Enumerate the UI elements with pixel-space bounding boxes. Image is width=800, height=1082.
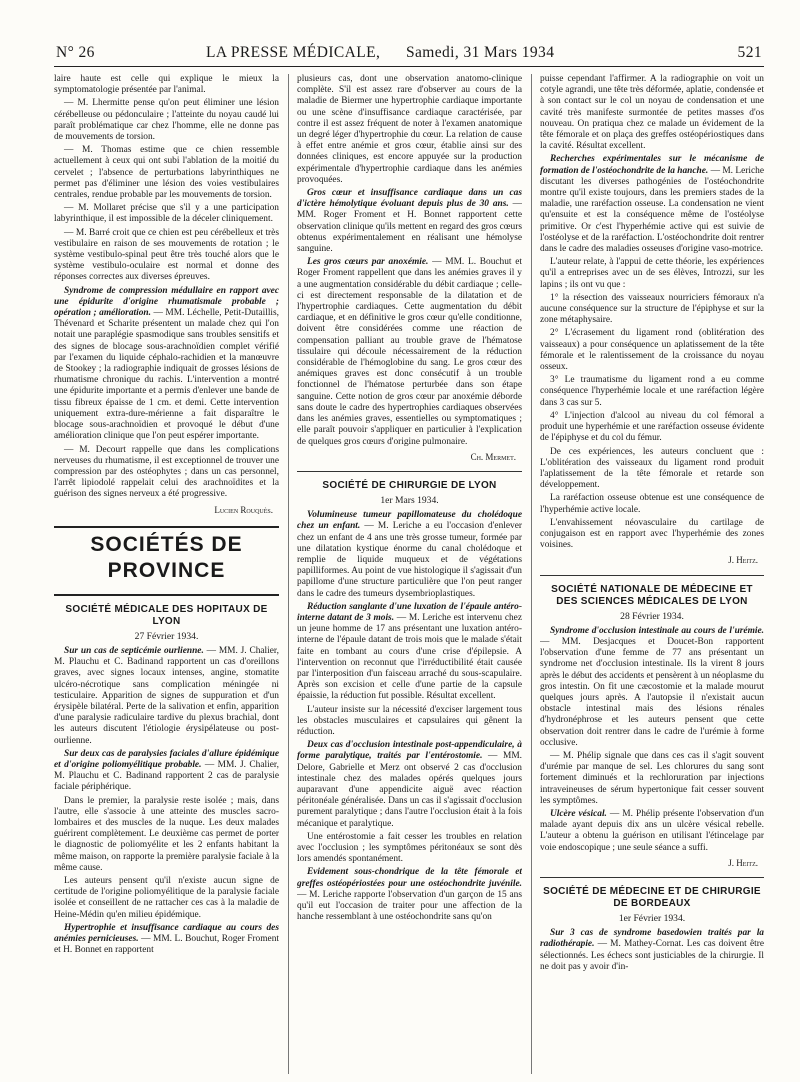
column-3 [540,74,764,1074]
paragraph: 3° Le traumatisme du ligament rond a eu comme conséquence l'hyperhémie locale et une raréfaction légère dans 3 cas sur 5. [540,375,764,408]
communication-body: — M. Leriche a eu l'occasion d'enlever chez un enfant de 4 ans une très grosse tumeur, formée par une dilatation kystique énorme du canal cholédoque et remplie de liquide muqueux et de végétations papilliformes. Au point de vue histologique il s'agissait d'un papillome d'une structure particulière que l'on peut ranger dans le cadre des tumeurs dysembrioplastiques. [297,521,522,599]
session-date: 1er Février 1934. [618,913,686,924]
article-columns [54,74,764,1074]
paragraph: De ces expériences, les auteurs concluent que : L'oblitération des vaisseaux du ligament rond produit l'aplatissement de la tête fémorale et retarde son développement. [540,446,764,491]
author-signature: J. Heitz. [728,555,758,566]
communication-title: Volumineuse tumeur papillomateuse du cholédoque chez un enfant. [297,510,522,532]
communication [297,740,522,830]
section-divider [54,526,279,528]
society-title: SOCIÉTÉ MÉDICALE DES HOPITAUX DE LYON [65,603,268,627]
session-date: 1er Mars 1934. [380,494,439,506]
journal-title: LA PRESSE MÉDICALE, [206,44,381,61]
communication [54,923,279,957]
section-banner: SOCIÉTÉS DE PROVINCE [90,532,243,582]
communication [54,286,279,443]
author-signature: Ch. Mermet. [470,451,516,462]
communication-title: Syndrome de compression médullaire en rapport avec une épidurite d'origine rhumatismale probable ; opération ; amélioration. [54,285,279,319]
paragraph: L'envahissement néovasculaire du cartilage de conjugaison est en rapport avec l'hyperhémie des zones voisines. [540,517,764,551]
communication-title: Recherches expérimentales sur le mécanisme de formation de l'ostéochondrite de la hanche. [540,154,764,176]
communication-body: — MM. L. Bouchut, Roger Froment et H. Bonnet en rapportent [54,934,279,956]
communication-title: Sur un cas de septicémie ourlienne. [64,645,204,656]
session-date: 27 Février 1934. [134,630,199,642]
paragraph: — M. Lhermitte pense qu'on peut éliminer une lésion cérébelleuse ou pédonculaire ; l'atteinte du noyau caudé lui paraît problématique car chez l'homme, elle ne donne pas de mouvements de torsion. [54,98,279,143]
communication [54,749,279,794]
paragraph: 1° la résection des vaisseaux nourriciers fémoraux n'a aucune conséquence sur la structure de l'épiphyse et sur la zone métaphysaire. [540,292,764,326]
issue-date: Samedi, 31 Mars 1934 [406,44,555,61]
column-2 [297,74,522,1074]
paragraph: — M. Mollaret précise que s'il y a une participation labyrinthique, il est impossible de la déceler cliniquement. [54,203,279,225]
communication-title: Ulcère vésical. [550,808,607,819]
communication [540,626,764,749]
paragraph: La raréfaction osseuse obtenue est une conséquence de l'hyperhémie active locale. [540,493,764,515]
paragraph: laire haute est celle qui explique le mieux la symptomatologie présentée par l'animal. [54,74,279,96]
communication-title: Hypertrophie et insuffisance cardiaque au cours des anémies pernicieuses. [54,922,279,944]
communication-body: — MM. L. Bouchut et Roger Froment rappellent que dans les anémies graves il y a une augmentation considérable du débit cardiaque ; celle-ci est directement responsable de la dilatation et de l'hypertrophie cardiaques. Cette augmentation du débit cardiaque, et en définitive le gros cœur qu'elle conditionne, doivent être considérées comme une réaction de compensation palliant au trouble grave de l'hématose tissulaire qui découle nécessairement de la réduction considérable de l'hémoglobine du sang. Le gros cœur des anémiques graves est donc consécutif à un trouble fonctionnel de l'hématose perturbée dans son étape sanguine. Cette notion de gros cœur par anoxémie déborde sans doute le cadre des hypertrophies cardiaques observées dans les anémies graves, essentielles ou symptomatiques ; elle paraît pouvoir s'appliquer en particulier à l'explication de quelques gros cœurs d'origine pulmonaire. [297,257,522,447]
paragraph: L'auteur relate, à l'appui de cette théorie, les expériences qu'il a entreprises avec un de ses élèves, Introzzi, sur les lapins ; ils ont vu que : [540,257,764,290]
paragraph: — M. Decourt rappelle que dans les complications nerveuses du rhumatisme, il est exceptionnel de trouver une compression par des ostéophytes ; dans un cas personnel, l'arrêt lipiodolé rappelait celui des arachnoïdites et la guérison des signes nerveux a été progressive. [54,444,279,500]
communication-body: — M. Leriche discutant les diverses pathogénies de l'ostéochondrite montre qu'il existe toujours, dans les premiers stades de la maladie, une raréfaction osseuse. La condensation ne vient qu'ensuite et est la conséquence même de l'ostéolyse primitive. Or c'est l'hyperhémie active qui est suivie de l'ostéolyse et de la raréfaction. L'ostéochondrite doit rentrer dans le cadre des maladies osseuses d'origine vaso-motrice. [540,165,764,255]
paragraph: puisse cependant l'affirmer. A la radiographie on voit un cotyle agrandi, une tête très déformée, aplatie, condensée et à son contact sur le col un noyau de condensation et une cavité très manifeste surmontée de petites masses d'os nouveau. On pratiqua chez ce malade un évidement de la tête fémorale et on plaça des greffes ostéopériostiques dans la cavité. Résultat excellent. [540,74,764,152]
communication [297,257,522,447]
paragraph: Dans le premier, la paralysie reste isolée ; mais, dans l'autre, elle s'associe à une atteinte des muscles sacro-lombaires et des muscles de la nuque. Les deux malades guérirent complètement. Le deuxième cas permet de porter le diagnostic de poliomyélite et les 2 enfants habitant la même maison, on rapporte la première paralysie faciale à la même cause. [54,795,279,873]
column-rule [531,74,532,1074]
paragraph: — M. Phélip signale que dans ces cas il s'agit souvent d'urémie par manque de sel. Les chlorures du sang sont fortement diminués et la rechloruration par injections intraveineuses de sérum hypertonique fait cesser souvent les symptômes. [540,750,764,806]
masthead [54,42,764,67]
communication-body: — MM. Léchelle, Petit-Dutaillis, Thévenard et Scharite présentent un malade chez qui l'on notait une paraplégie spasmodique sans troubles sensitifs et des signes de blocage sous-arachnoïdien complet vérifié par l'examen du liquide céphalo-rachidien et la manœuvre de Stookey ; la radiographie indiquait de grosses lésions de rhumatisme chronique du rachis. L'intervention a montré une épidurite importante et a permis d'enlever une bande de tissu fibreux épaisse de 1 cm. et demi. Cette intervention uniquement extra-dure-mérienne a fait disparaître le blocage sous-arachnoïdien et provoqué le début d'une amélioration clinique que l'on peut espérer importante. [54,308,279,442]
issue-number: N° 26 [56,44,95,61]
communication [297,867,522,923]
communication-body: — MM. J. Chalier, M. Plauchu et C. Badinand rapportent un cas d'oreillons graves, avec signes locaux intenses, angine, stomatite ulcéro-nécrotique sans complication méningée ni testiculaire. Apparition de signes de suppuration et d'un érysipèle bilatéral. Perte de la salivation et enfin, apparition d'une paralysie radiculaire tardive du plexus brachial, dont les auteurs discutent l'étiologie érysipélateuse ou post-ourlienne. [54,645,279,746]
communication [297,602,522,703]
communication [297,188,522,255]
paragraph: 4° L'injection d'alcool au niveau du col fémoral a produit une hyperhémie et une raréfaction osseuse évidente de l'épiphyse et du col du fémur. [540,410,764,444]
paragraph: Les auteurs pensent qu'il n'existe aucun signe de certitude de l'origine poliomyélitique de la paralysie faciale isolée et conseillent de ne rattacher ces cas à la maladie de Heine-Médin qu'en milieu épidémique. [54,875,279,920]
communication-title: Les gros cœurs par anoxémie. [307,257,429,268]
communication-body: — M. Mathey-Cornat. Les cas doivent être sélectionnés. Les échecs sont justiciables de la chirurgie. Il ne doit pas y avoir d'in- [540,939,764,972]
communication [54,646,279,747]
column-rule [288,74,289,1074]
communication-title: Réduction sanglante d'une luxation de l'épaule antéro-interne datant de 3 mois. [297,601,522,623]
communication-title: Syndrome d'occlusion intestinale au cours de l'urémie. [550,625,764,636]
communication-title: Sur deux cas de paralysies faciales d'allure épidémique et d'origine poliomyélitique probable. [54,748,279,770]
section-divider [54,594,279,596]
paragraph: 2° L'écrasement du ligament rond (oblitération des vaisseaux) a pour conséquence un aplatissement de la tête fémorale et le ralentissement de la croissance du noyau osseux. [540,328,764,373]
communication [540,154,764,255]
column-1 [54,74,279,1074]
page-number: 521 [737,44,762,61]
society-title: SOCIÉTÉ NATIONALE DE MÉDECINE ET DES SCIENCES MÉDICALES DE LYON [551,583,753,607]
section-divider [540,877,764,878]
communication-body: — MM. J. Chalier, M. Plauchu et C. Badinand rapportent 2 cas de paralysie faciale périphérique. [54,759,279,793]
author-signature: Lucien Rouquès. [214,504,273,515]
communication [540,928,764,973]
session-date: 28 Février 1934. [620,610,684,622]
society-title: SOCIÉTÉ DE CHIRURGIE DE LYON [322,479,497,491]
society-title: SOCIÉTÉ DE MÉDECINE ET DE CHIRURGIE DE BORDEAUX [543,886,761,909]
paragraph: L'auteur insiste sur la nécessité d'exciser largement tous les obstacles musculaires et capsulaires qui gênent la réduction. [297,704,522,737]
author-signature: J. Heitz. [728,857,758,868]
communication-body: — MM. Delore, Gabrielle et Merz ont observé 2 cas d'occlusion intestinale chez des malades opérés quelques jours auparavant d'une appendicite aiguë avec réaction péritonéale généralisée. Dans un cas il s'agissait d'occlusion purement paralytique ; dans l'autre l'occlusion était à la fois mécanique et paralytique. [297,751,522,829]
communication-body: — M. Leriche rapporte l'observation d'un garçon de 15 ans qu'il eut l'occasion de traiter pour une affection de la hanche ressemblant à une ostéochondrite sans qu'on [297,889,522,923]
communication-body: — M. Phélip présente l'observation d'un malade ayant depuis dix ans un ulcère vésical rebelle. L'auteur a obtenu la guérison en utilisant l'étincelage par voie endoscopique ; une seule séance a suffi. [540,808,764,853]
communication-title: Gros cœur et insuffisance cardiaque dans un cas d'ictère hémolytique évoluant depuis plus de 30 ans. [297,188,522,210]
communication [297,510,522,600]
communication-title: Sur 3 cas de syndrome basedowien traités par la radiothérapie. [540,928,764,950]
paragraph: — M. Thomas estime que ce chien ressemble actuellement à ceux qui ont subi l'ablation de la moitié du cervelet ; l'absence de perturbations labyrinthiques ne permet pas d'éliminer une lésion des voies vestibulaires centrales, rendue probable par les mouvements de torsion. [54,145,279,201]
paragraph: plusieurs cas, dont une observation anatomo-clinique complète. S'il est assez rare d'observer au cours de la maladie de Biermer une hypertrophie cardiaque importante ou une scène d'insuffisance cardiaque caractérisée, par contre il est assez fréquent de noter à l'examen anatomique un degré léger d'hypertrophie du cœur. La relation de cause à effet entre anémie et gros cœur, établie ainsi sur des données cliniques, est encore appuyée sur la production expérimentale d'hypertrophie cardiaque dans les anémies provoquées. [297,74,522,185]
communication-title: Deux cas d'occlusion intestinale post-appendiculaire, à forme paralytique, traités par l'entérostomie. [297,740,522,762]
paragraph: Une entérostomie a fait cesser les troubles en relation avec l'occlusion ; les symptômes péritonéaux se sont dès lors amendés spontanément. [297,831,522,865]
communication-body: — M. Leriche est intervenu chez un jeune homme de 17 ans présentant une luxation antéro-interne de l'épaule datant de trois mois que le malade s'était faite en tombant au cours d'une crise d'épilepsie. A l'intervention on reconnut que l'irréductibilité était causée par l'interposition d'un faisceau arraché du sous-scapulaire. Après son excision et celle d'une partie de la capsule épaissie, la réduction fut possible. Résultat excellent. [297,612,522,702]
section-divider [297,471,522,472]
communication-body: — MM. Desjacques et Doucet-Bon rapportent l'observation d'une femme de 77 ans présentant un syndrome net d'occlusion intestinale. Ils la virent 8 jours après le début des accidents et pensèrent à un néoplasme du gros intestin. On fit une cæcostomie et la malade mourut quelques jours après. A l'autopsie il n'existait aucun obstacle intestinal mais des lésions rénales d'hydronéphrose et les auteurs pensent que cette observation doit rentrer dans le cadre de l'urémie à forme occlusive. [540,636,764,748]
paragraph: — M. Barré croit que ce chien est peu cérébelleux et très vestibulaire en raison de ses mouvements de rotation ; le système vestibulo-spinal peut être très touché alors que le système vestibulo-oculaire est normal et donne des réponses correctes aux diverses épreuves. [54,227,279,283]
section-divider [540,575,764,576]
communication [540,809,764,854]
communication-body: — MM. Roger Froment et H. Bonnet rapportent cette observation clinique qu'ils mettent en regard des gros cœurs obtenus expérimentalement en réalisant une hémolyse sanguine. [297,199,522,255]
communication-title: Evidement sous-chondrique de la tête fémorale et greffes ostéopériostées pour une ostéochondrite juvénile. [297,867,522,889]
